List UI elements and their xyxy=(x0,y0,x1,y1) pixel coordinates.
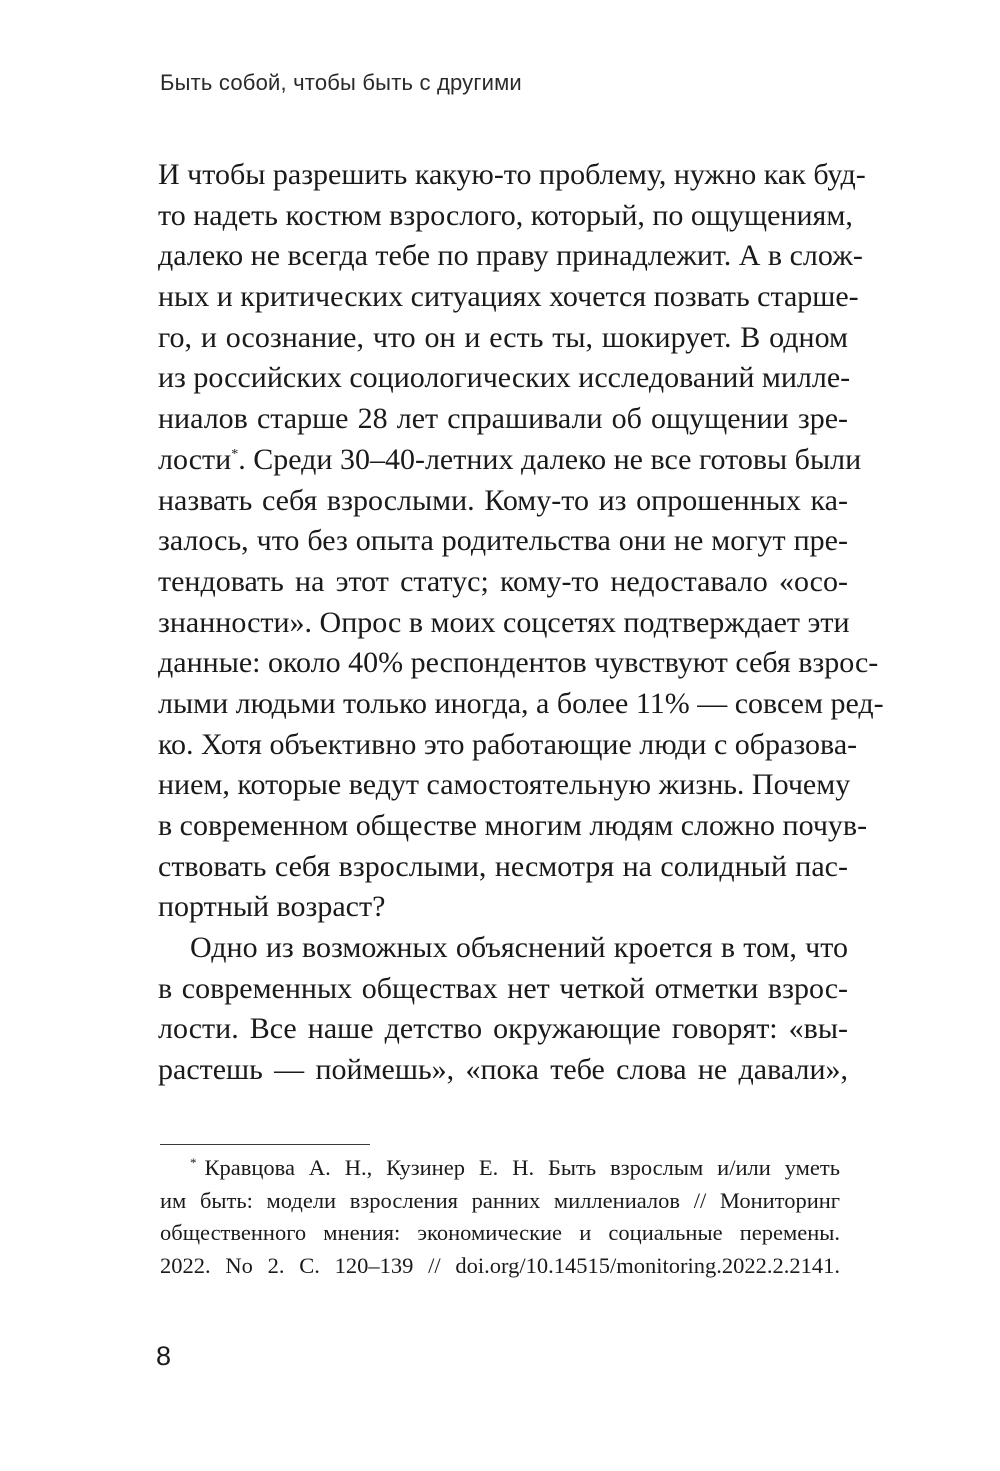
text-line: растешь — поймешь», «пока тебе слова не давали», xyxy=(158,1053,848,1087)
footnote-line xyxy=(160,1152,840,1185)
text-line: ных и критических ситуациях хочется позвать старше- xyxy=(158,280,859,314)
text-line: данные: около 40% респондентов чувствуют себя взрос- xyxy=(158,646,879,680)
text-line: го, и осознание, что он и есть ты, шокирует. В одном xyxy=(158,320,848,354)
text-line: ниалов старше 28 лет спрашивали об ощущении зре- xyxy=(158,402,848,436)
footnote-divider xyxy=(160,1144,370,1145)
text-line: в современном обществе многим людям сложно почув- xyxy=(158,809,868,842)
text-fragment: . Среди 30–40-летних далеко не все готовы были xyxy=(238,442,862,476)
footnote xyxy=(160,1152,840,1282)
text-line: в современных обществах нет четкой отметки взрос- xyxy=(158,971,848,1005)
footnote-mark: * xyxy=(190,1154,197,1170)
text-line: из российских социологических исследований милле- xyxy=(158,361,851,395)
page-number: 8 xyxy=(156,1341,172,1371)
main-text xyxy=(158,155,884,1091)
text-line: знанности». Опрос в моих соцсетях подтверждает эти xyxy=(158,605,850,639)
text-line: лости. Все наше детство окружающие говорят: «вы- xyxy=(158,1012,848,1046)
text-line: назвать себя взрослыми. Кому-то из опрошенных ка- xyxy=(158,483,848,517)
running-head: Быть собой, чтобы быть с другими xyxy=(160,70,522,95)
text-line: нием, которые ведут самостоятельную жизнь. Почему xyxy=(158,768,851,802)
text-line: то надеть костюм взрослого, который, по ощущениям, xyxy=(158,198,853,232)
footnote-text: Кравцова А. Н., Кузинер Е. Н. Быть взрослым и/или уметь xyxy=(204,1155,840,1180)
text-line: Одно из возможных объяснений кроется в том, что xyxy=(190,931,848,965)
text-line: ствовать себя взрослыми, несмотря на солидный пас- xyxy=(158,849,848,883)
text-line: ко. Хотя объективно это работающие люди с образова- xyxy=(158,727,858,761)
text-line: залось, что без опыта родительства они не могут пре- xyxy=(158,524,848,558)
text-line: тендовать на этот статус; кому-то недоставало «осо- xyxy=(158,564,848,598)
text-line: далеко не всегда тебе по праву принадлежит. А в слож- xyxy=(158,239,863,273)
text-line: лыми людьми только иногда, а более 11% — совсем ред- xyxy=(158,686,884,720)
text-fragment: лости xyxy=(158,442,232,476)
text-line: портный возраст? xyxy=(158,890,386,924)
footnote-line: 2022. No 2. С. 120–139 // doi.org/10.14515/monitoring.2022.2.2141. xyxy=(160,1252,840,1278)
text-line-with-footnote-ref xyxy=(158,440,862,481)
footnote-line: общественного мнения: экономические и социальные перемены. xyxy=(160,1220,840,1245)
footnote-line: им быть: модели взросления ранних миллениалов // Мониторинг xyxy=(160,1187,840,1213)
footnote-reference[interactable]: * xyxy=(231,446,239,462)
text-line: И чтобы разрешить какую-то проблему, нужно как буд- xyxy=(158,158,866,191)
